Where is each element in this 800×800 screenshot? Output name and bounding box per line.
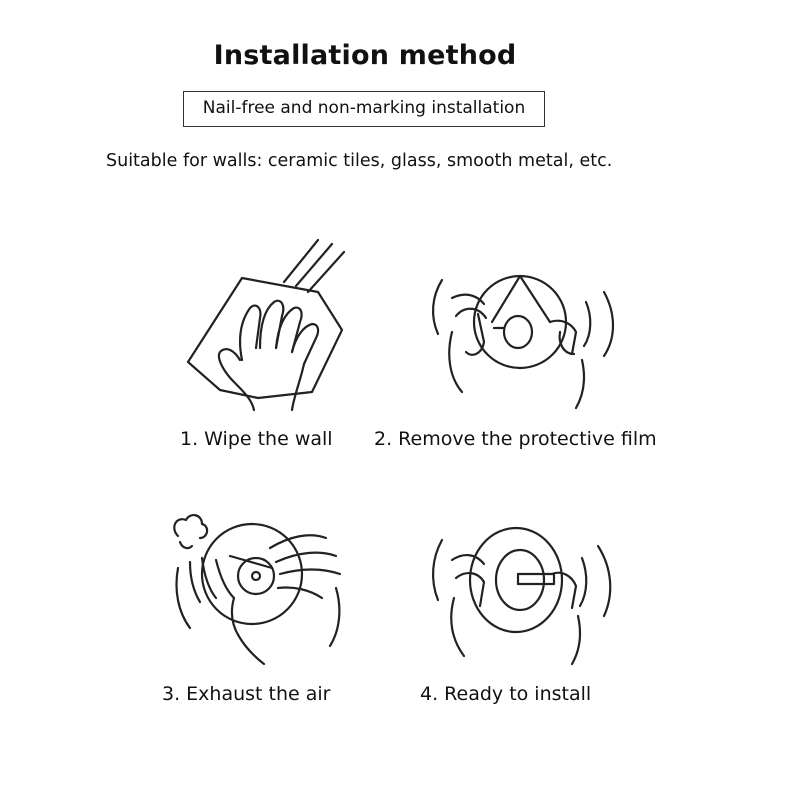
exhaust-air-icon <box>160 508 360 668</box>
wipe-wall-icon <box>180 230 360 415</box>
installation-badge: Nail-free and non-marking installation <box>183 91 545 127</box>
ready-install-icon <box>420 520 620 670</box>
step-1-label: 1. Wipe the wall <box>180 428 333 450</box>
step-2-label: 2. Remove the protective film <box>374 428 657 450</box>
remove-film-icon <box>422 262 622 412</box>
page-title: Installation method <box>213 40 517 71</box>
step-3-label: 3. Exhaust the air <box>162 683 331 705</box>
step-4-label: 4. Ready to install <box>420 683 592 705</box>
suitable-walls-text: Suitable for walls: ceramic tiles, glass, smooth metal, etc. <box>106 151 613 171</box>
